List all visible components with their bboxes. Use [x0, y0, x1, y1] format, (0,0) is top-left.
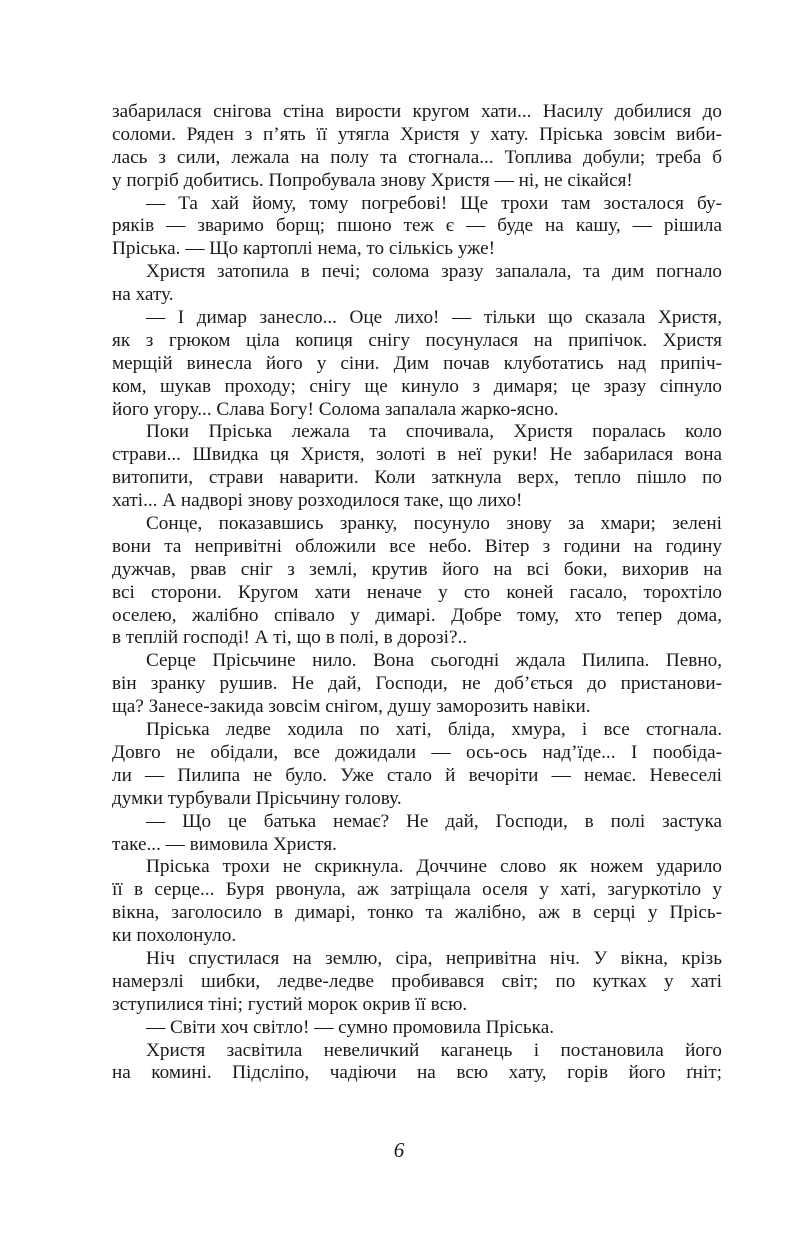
text-line: страви... Швидка ця Христя, золоті в неї руки! Не забарилася вона [112, 444, 722, 466]
text-line: зступилися тіні; густий морок окрив її всю. [112, 993, 468, 1015]
text-line: соломи. Ряден з п’ять її утягла Христя у хату. Пріська зовсім виби- [112, 123, 722, 145]
text-line: Христя затопила в печі; солома зразу запалала, та дим погнало [146, 261, 722, 283]
text-line: витопити, страви наварити. Коли заткнула верх, тепло пішло по [112, 467, 722, 489]
text-line: — Що це батька немає? Не дай, Господи, в полі застука [146, 810, 722, 832]
text-line: Сонце, показавшись зранку, посунуло знову за хмари; зелені [146, 513, 722, 535]
text-line: мерщій винесла його у сіни. Дим почав клуботатись над припіч- [112, 352, 722, 374]
text-line: Пріська трохи не скрикнула. Доччине слово як ножем ударило [146, 856, 722, 878]
text-line: вони та непривітні обложили все небо. Вітер з години на годину [112, 535, 722, 557]
text-line: ща? Занесе-закида зовсім снігом, душу заморозить навіки. [112, 696, 591, 718]
text-line: вікна, заголосило в димарі, тонко та жалібно, аж в серці у Прісь- [112, 902, 722, 924]
text-line: — Та хай йому, тому погребові! Ще трохи там зосталося бу- [146, 192, 722, 214]
text-line: у погріб добитись. Попробувала знову Христя — ні, не сікайся! [112, 169, 633, 191]
text-line: забарилася снігова стіна вироcти кругом хати... Насилу добилися до [112, 101, 722, 122]
text-line: дужчав, рвав сніг з землі, крутив його на всі боки, вихорив на [112, 558, 722, 580]
text-line: Христя засвітила невеличкий каганець і постановила його [146, 1039, 722, 1061]
text-line: Ніч спустилася на землю, сіра, непривітна ніч. У вікна, крізь [146, 947, 722, 969]
page-number: 6 [393, 1138, 405, 1162]
text-line: Серце Прісьчине нило. Вона сьогодні ждала Пилипа. Певно, [146, 650, 722, 672]
text-line: його угору... Слава Богу! Солома запалала жарко-ясно. [112, 398, 559, 420]
text-line: на хату. [112, 284, 174, 306]
text-line: думки турбували Прісьчину голову. [112, 787, 402, 809]
text-line: оселею, жалібно співало у димарі. Добре тому, хто тепер дома, [112, 604, 722, 626]
text-line: ряків — зваримо борщ; пшоно теж є — буде на кашу, — рішила [112, 215, 722, 237]
text-line: намерзлі шибки, ледве-ледве пробивався світ; по кутках у хаті [112, 970, 722, 992]
text-line: ки похолонуло. [112, 925, 237, 947]
text-line: її в серце... Буря рвонула, аж затріщала оселя у хаті, загуркотіло у [112, 879, 722, 901]
body-text [112, 101, 722, 1085]
text-line: Пріська. — Що картоплі нема, то сількісь уже! [112, 238, 496, 260]
text-line: всі сторони. Кругом хати неначе у сто коней гасало, торохтіло [112, 581, 722, 603]
text-line: Поки Пріська лежала та спочивала, Христя поралась коло [146, 421, 722, 443]
text-line: ли — Пилипа не було. Уже стало й вечоріти — немає. Невеселі [112, 764, 722, 786]
text-line: ком, шукав проходу; снігу ще кинуло з димаря; це зразу сіпнуло [112, 375, 722, 397]
text-line: таке... — вимовила Христя. [112, 833, 337, 855]
text-line: — Світи хоч світло! — сумно промовила Пріська. [146, 1016, 555, 1038]
text-line: — І димар занесло... Оце лихо! — тільки що сказала Христя, [146, 307, 722, 329]
text-line: як з грюком ціла копиця снігу посунулася на припічок. Христя [112, 329, 722, 351]
text-line: Довго не обідали, все дожидали — ось-ось над’їде... І пообіда- [112, 741, 722, 763]
text-line: хаті... А надворі знову розходилося таке, що лихо! [112, 490, 523, 512]
text-line: Пріська ледве ходила по хаті, бліда, хмура, і все стогнала. [146, 719, 722, 741]
text-line: на комині. Підсліпо, чадіючи на всю хату, горів його ґніт; [112, 1062, 722, 1084]
text-line: в теплій господі! А ті, що в полі, в дорозі?.. [112, 627, 468, 649]
text-line: він зранку рушив. Не дай, Господи, не доб’ється до пристанови- [112, 673, 722, 695]
text-line: лась з сили, лежала на полу та стогнала... Топлива добули; треба б [112, 146, 722, 168]
